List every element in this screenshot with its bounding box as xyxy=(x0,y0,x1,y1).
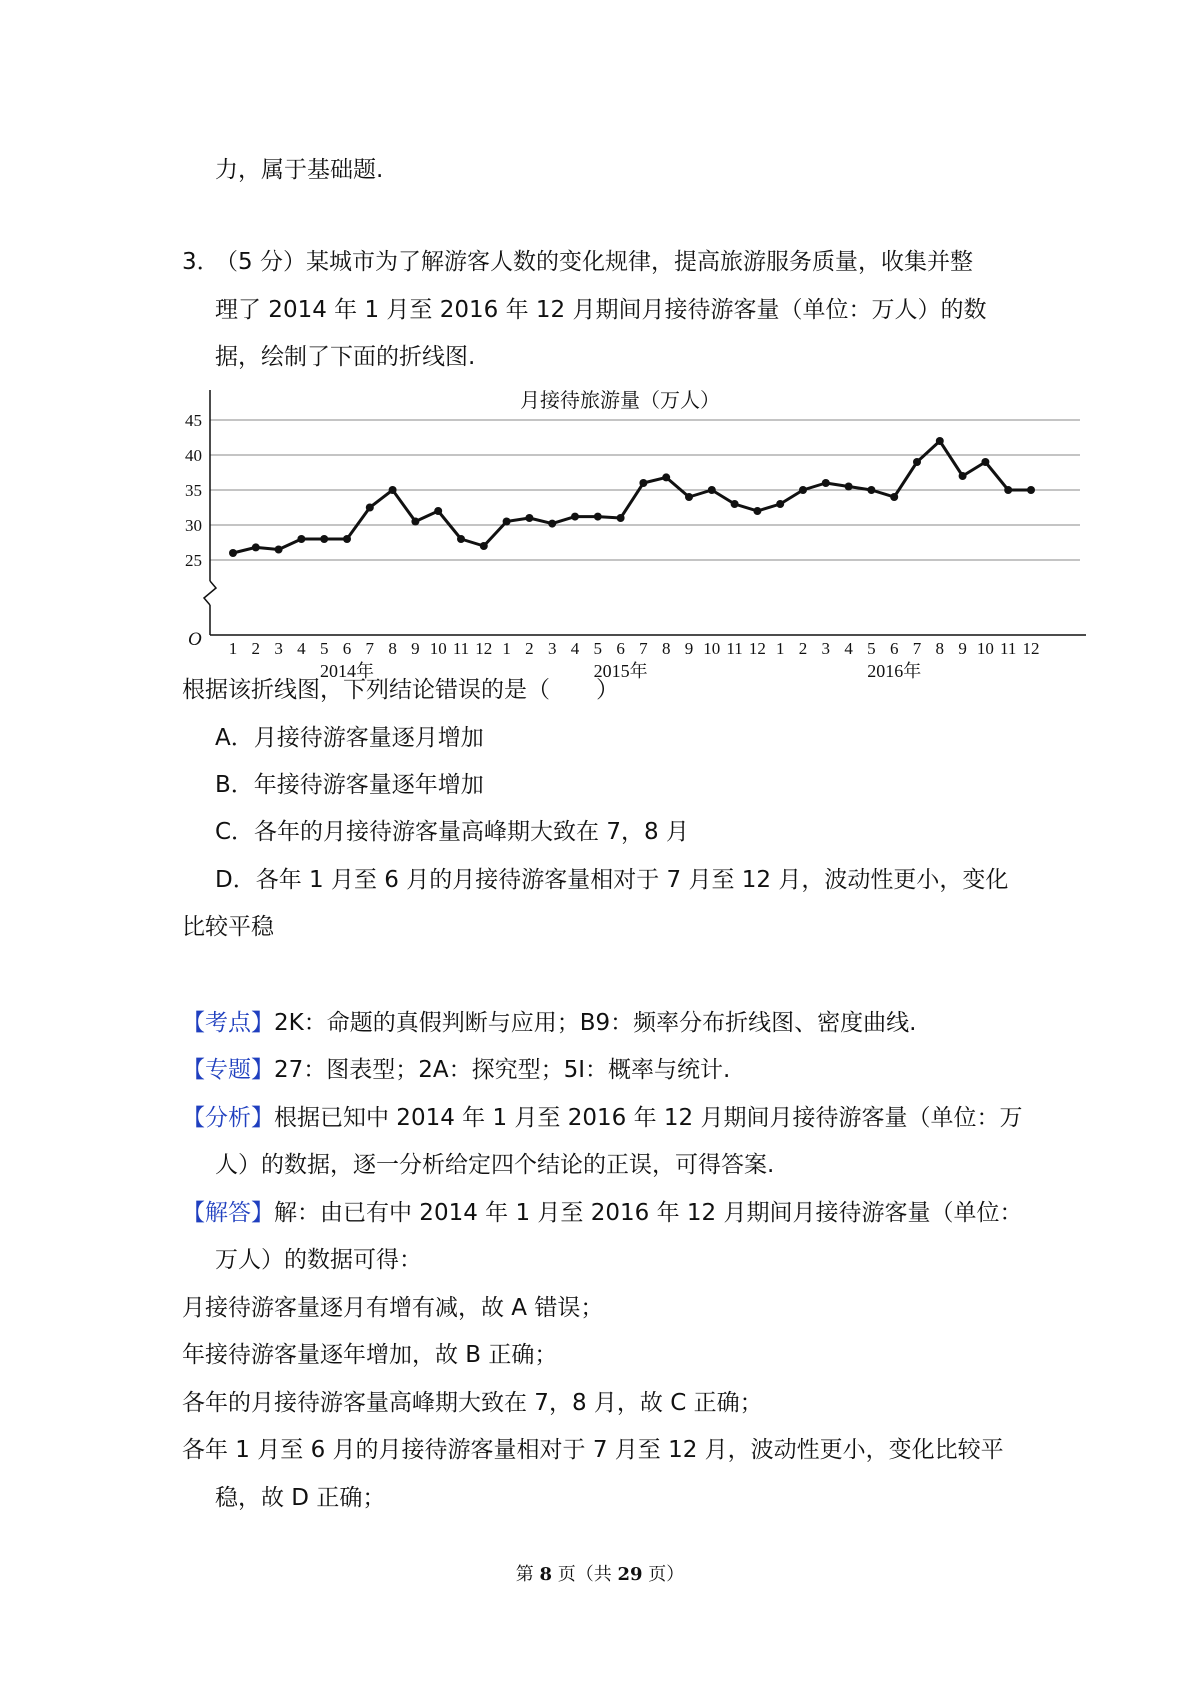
x-tick-label: 5 xyxy=(867,639,876,658)
y-tick-label: 45 xyxy=(185,411,202,430)
x-tick-label: 1 xyxy=(228,639,238,658)
kaodian-text: 2K：命题的真假判断与应用；B9：频率分布折线图、密度曲线. xyxy=(274,1010,917,1036)
x-tick-label: 4 xyxy=(297,639,306,658)
x-tick-label: 10 xyxy=(976,639,994,658)
data-point xyxy=(936,437,944,445)
data-point xyxy=(457,535,465,543)
question-prompt: 根据该折线图，下列结论错误的是（ ） xyxy=(182,677,619,703)
y-tick-label: 25 xyxy=(185,551,202,570)
data-point xyxy=(1027,486,1035,494)
data-point xyxy=(890,493,898,501)
data-point xyxy=(297,535,305,543)
fenxi-text-1: 根据已知中 2014 年 1 月至 2016 年 12 月期间月接待游客量（单位：万 xyxy=(274,1105,1023,1131)
footer-mid: 页（共 xyxy=(552,1564,618,1585)
fenxi-text-2: 人）的数据，逐一分析给定四个结论的正误，可得答案. xyxy=(215,1152,775,1178)
x-tick-label: 2 xyxy=(525,639,534,658)
solution-line-1: 月接待游客量逐月有增有减，故 A 错误； xyxy=(182,1295,604,1321)
question-line-1: （5 分）某城市为了解游客人数的变化规律，提高旅游服务质量，收集并整 xyxy=(215,249,973,275)
data-point xyxy=(981,458,989,466)
y-tick-label: 35 xyxy=(185,481,202,500)
x-tick-label: 6 xyxy=(342,639,352,658)
data-point xyxy=(229,549,237,557)
data-point xyxy=(548,520,556,528)
x-tick-label: 12 xyxy=(748,639,766,658)
line-chart xyxy=(180,385,1090,681)
y-tick-label: 40 xyxy=(185,446,202,465)
option-b: B．年接待游客量逐年增加 xyxy=(215,772,484,798)
chart-title: 月接待旅游量（万人） xyxy=(520,390,720,412)
data-point xyxy=(480,542,488,550)
option-d-continued: 比较平稳 xyxy=(182,914,274,940)
footer-page: 8 xyxy=(539,1564,552,1585)
data-point xyxy=(799,486,807,494)
x-tick-label: 8 xyxy=(935,639,945,658)
kaodian-row xyxy=(182,1008,916,1038)
data-point xyxy=(731,500,739,508)
year-label: 2016年 xyxy=(867,661,922,681)
x-tick-label: 12 xyxy=(1022,639,1040,658)
question-number: 3． xyxy=(182,249,220,275)
footer-total: 29 xyxy=(617,1564,643,1585)
x-tick-label: 8 xyxy=(388,639,397,658)
data-point xyxy=(753,507,761,515)
jieda-text-1: 解：由已有中 2014 年 1 月至 2016 年 12 月期间月接待游客量（单位： xyxy=(274,1200,1023,1226)
x-tick-label: 2 xyxy=(798,639,808,658)
x-tick-label: 7 xyxy=(639,639,648,658)
data-point xyxy=(959,472,967,480)
series-line xyxy=(233,441,1031,553)
data-point xyxy=(708,486,716,494)
data-point xyxy=(343,535,351,543)
data-point xyxy=(275,546,283,554)
x-tick-label: 7 xyxy=(365,639,375,658)
zhuanti-tag: 【专题】 xyxy=(182,1057,274,1083)
x-tick-label: 4 xyxy=(844,639,853,658)
year-label: 2014年 xyxy=(320,661,374,681)
x-tick-label: 9 xyxy=(684,639,694,658)
x-tick-label: 12 xyxy=(475,639,493,658)
x-tick-label: 8 xyxy=(661,639,671,658)
x-tick-label: 6 xyxy=(616,639,625,658)
data-point xyxy=(594,513,602,521)
data-point xyxy=(411,518,419,526)
x-tick-label: 10 xyxy=(429,639,447,658)
x-tick-label: 9 xyxy=(411,639,420,658)
footer-post: 页） xyxy=(642,1564,685,1585)
data-point xyxy=(639,479,647,487)
year-label: 2015年 xyxy=(593,661,648,681)
x-tick-label: 11 xyxy=(726,639,743,658)
jieda-row xyxy=(182,1198,1022,1228)
data-point xyxy=(503,518,511,526)
axis-break xyxy=(204,581,216,605)
x-tick-label: 3 xyxy=(821,639,831,658)
data-point xyxy=(617,514,625,522)
solution-line-3: 各年的月接待游客量高峰期大致在 7，8 月，故 C 正确； xyxy=(182,1390,763,1416)
zhuanti-text: 27：图表型；2A：探究型；5I：概率与统计. xyxy=(274,1057,731,1083)
x-tick-label: 5 xyxy=(319,639,329,658)
zhuanti-row xyxy=(182,1055,730,1085)
x-tick-label: 1 xyxy=(775,639,785,658)
x-tick-label: 3 xyxy=(547,639,557,658)
data-point xyxy=(685,493,693,501)
data-point xyxy=(366,504,374,512)
data-point xyxy=(252,543,260,551)
origin-label: O xyxy=(188,629,202,650)
data-point xyxy=(867,486,875,494)
footer-pre: 第 xyxy=(515,1564,540,1585)
data-point xyxy=(845,483,853,491)
kaodian-tag: 【考点】 xyxy=(182,1010,274,1036)
x-tick-label: 3 xyxy=(274,639,283,658)
jieda-tag: 【解答】 xyxy=(182,1200,274,1226)
solution-line-4: 各年 1 月至 6 月的月接待游客量相对于 7 月至 12 月，波动性更小，变化比较平 xyxy=(182,1437,1004,1463)
x-tick-label: 11 xyxy=(452,639,470,658)
x-tick-label: 9 xyxy=(958,639,967,658)
data-point xyxy=(320,535,328,543)
option-a: A．月接待游客量逐月增加 xyxy=(215,725,484,751)
question-line-2: 理了 2014 年 1 月至 2016 年 12 月期间月接待游客量（单位：万人）的数 xyxy=(215,297,987,323)
data-point xyxy=(662,473,670,481)
data-point xyxy=(434,507,442,515)
data-point xyxy=(1004,486,1012,494)
x-tick-label: 4 xyxy=(570,639,580,658)
option-c: C．各年的月接待游客量高峰期大致在 7，8 月 xyxy=(215,819,689,845)
x-tick-label: 7 xyxy=(912,639,922,658)
fenxi-tag: 【分析】 xyxy=(182,1105,274,1131)
solution-line-5: 稳，故 D 正确； xyxy=(215,1485,386,1511)
fenxi-row xyxy=(182,1103,1022,1133)
data-point xyxy=(571,513,579,521)
data-point xyxy=(913,458,921,466)
question-line-3: 据，绘制了下面的折线图. xyxy=(215,344,476,370)
x-tick-label: 1 xyxy=(502,639,511,658)
data-point xyxy=(389,486,397,494)
x-tick-label: 10 xyxy=(703,639,721,658)
x-tick-label: 11 xyxy=(1000,639,1017,658)
prev-line: 力，属于基础题. xyxy=(215,157,384,183)
x-tick-label: 5 xyxy=(593,639,603,658)
data-point xyxy=(776,500,784,508)
solution-line-2: 年接待游客量逐年增加，故 B 正确； xyxy=(182,1342,558,1368)
x-tick-label: 6 xyxy=(889,639,899,658)
page-footer xyxy=(0,1560,1200,1586)
data-point xyxy=(822,479,830,487)
x-tick-label: 2 xyxy=(251,639,261,658)
option-d: D．各年 1 月至 6 月的月接待游客量相对于 7 月至 12 月，波动性更小，变化 xyxy=(215,867,1009,893)
data-point xyxy=(525,514,533,522)
y-tick-label: 30 xyxy=(185,516,202,535)
jieda-text-2: 万人）的数据可得： xyxy=(215,1247,422,1273)
